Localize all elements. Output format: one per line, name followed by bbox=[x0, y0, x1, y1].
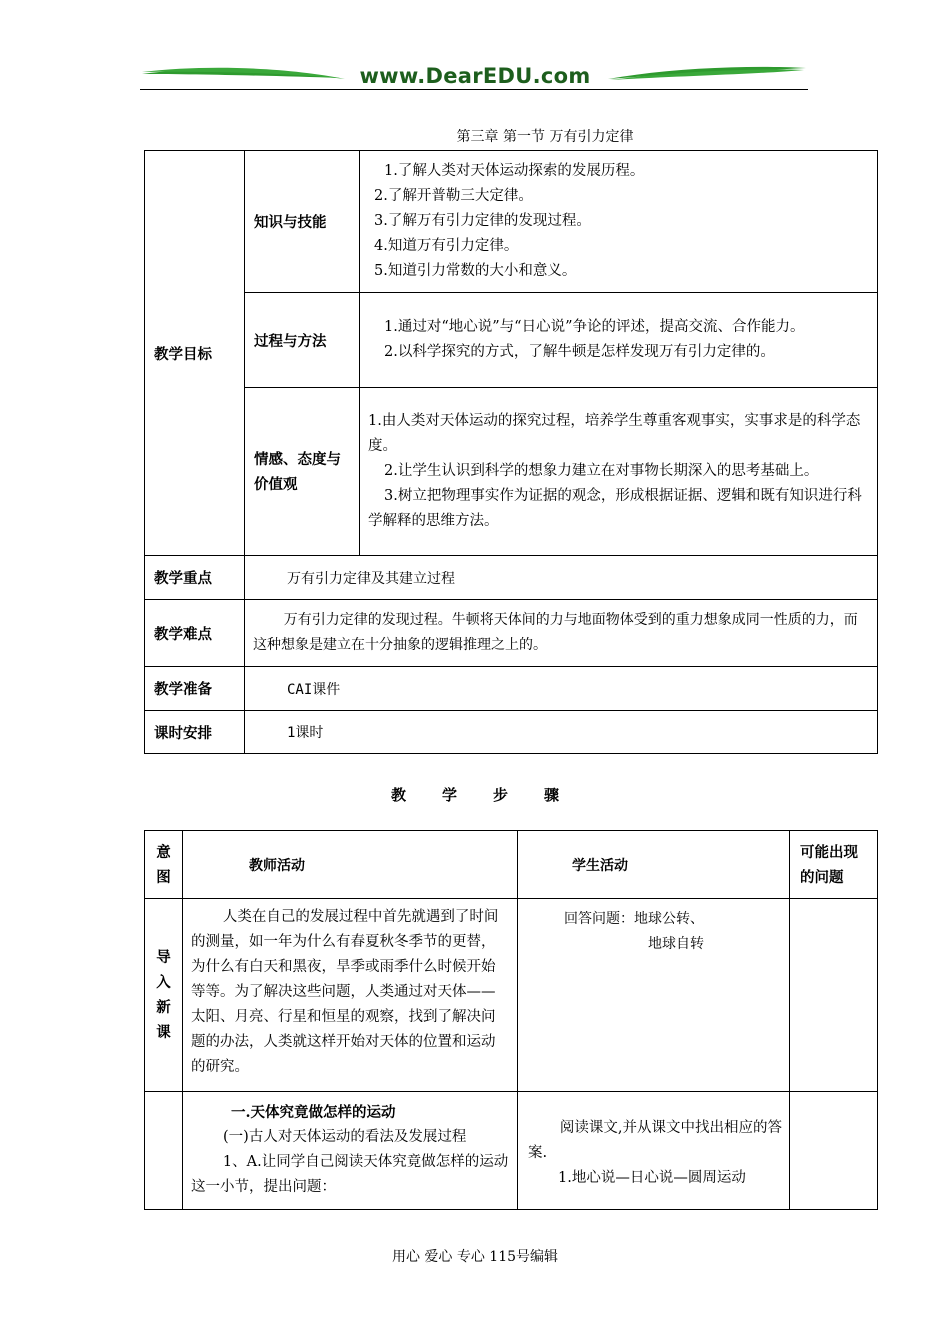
header-issues-line2: 的问题 bbox=[800, 868, 844, 886]
row2-teacher-text: 1、A.让同学自己阅读天体究竟做怎样的运动这一小节，提出问题： bbox=[191, 1154, 509, 1195]
list-item: 2.了解开普勒三大定律。 bbox=[374, 188, 533, 204]
header-logo bbox=[140, 62, 810, 96]
row2-teacher-heading: 一.天体究竟做怎样的运动 bbox=[231, 1104, 396, 1121]
row2-student bbox=[518, 1092, 790, 1210]
list-item: 2.让学生认识到科学的想象力建立在对事物长期深入的思考基础上。 bbox=[384, 463, 819, 479]
preparation-label: 教学准备 bbox=[145, 667, 245, 711]
header-intent-line1: 意 bbox=[156, 843, 171, 861]
schedule-label: 课时安排 bbox=[145, 711, 245, 754]
emotion-label-line2: 价值观 bbox=[254, 475, 298, 493]
row2-teacher bbox=[183, 1092, 518, 1210]
row2-student-line1: 阅读课文,并从课文中找出相应的答案. bbox=[528, 1120, 782, 1161]
header-student: 学生活动 bbox=[518, 831, 790, 899]
header-issues-line1: 可能出现 bbox=[800, 843, 858, 861]
preparation-value: CAI课件 bbox=[245, 667, 878, 711]
footer: 用心 爱心 专心 115号编辑 bbox=[391, 1249, 559, 1265]
header-teacher: 教师活动 bbox=[183, 831, 518, 899]
process-label: 过程与方法 bbox=[245, 293, 360, 388]
row2-intent bbox=[145, 1092, 183, 1210]
row1-intent-char: 课 bbox=[156, 1024, 171, 1041]
difficulty-value: 万有引力定律的发现过程。牛顿将天体间的力与地面物体受到的重力想象成同一性质的力，而这种想象是建立在十分抽象的逻辑推理之上的。 bbox=[245, 600, 878, 667]
list-item: 1.了解人类对天体运动探索的发展历程。 bbox=[384, 163, 645, 179]
knowledge-list bbox=[360, 151, 878, 293]
knowledge-label: 知识与技能 bbox=[245, 151, 360, 293]
list-item: 2.以科学探究的方式，了解牛顿是怎样发现万有引力定律的。 bbox=[384, 344, 775, 360]
row2-issues bbox=[790, 1092, 878, 1210]
header-intent-line2: 图 bbox=[156, 868, 171, 886]
list-item: 3.树立把物理事实作为证据的观念，形成根据证据、逻辑和既有知识进行科学解释的思维方法。 bbox=[368, 488, 862, 529]
row1-student bbox=[518, 899, 790, 1092]
row1-student-line2: 地球自转 bbox=[648, 936, 704, 952]
header-intent bbox=[145, 831, 183, 899]
page-title: 第三章 第一节 万有引力定律 bbox=[456, 129, 634, 145]
row1-issues bbox=[790, 899, 878, 1092]
row1-intent-char: 入 bbox=[156, 974, 171, 991]
list-item: 3.了解万有引力定律的发现过程。 bbox=[374, 213, 591, 229]
header-rule bbox=[140, 89, 808, 90]
list-item: 4.知道万有引力定律。 bbox=[374, 238, 519, 254]
process-list bbox=[360, 293, 878, 388]
row1-intent bbox=[145, 899, 183, 1092]
row2-student-line2: 1.地心说—日心说—圆周运动 bbox=[558, 1170, 746, 1186]
emotion-label-line1: 情感、态度与 bbox=[254, 450, 341, 468]
row1-intent-char: 导 bbox=[156, 949, 171, 966]
list-item: 1.由人类对天体运动的探究过程，培养学生尊重客观事实，实事求是的科学态度。 bbox=[368, 413, 861, 454]
row2-teacher-sub: (一)古人对天体运动的看法及发展过程 bbox=[223, 1129, 467, 1145]
schedule-value: 1课时 bbox=[245, 711, 878, 754]
row1-intent-char: 新 bbox=[156, 999, 171, 1016]
steps-table bbox=[144, 830, 878, 1210]
logo-text: www.DearEDU.com bbox=[359, 64, 591, 88]
objectives-table bbox=[144, 150, 878, 754]
emotion-label bbox=[245, 388, 360, 556]
emotion-list bbox=[360, 388, 878, 556]
row1-student-line1: 回答问题：地球公转、 bbox=[564, 911, 704, 927]
objectives-label: 教学目标 bbox=[145, 151, 245, 556]
difficulty-label: 教学难点 bbox=[145, 600, 245, 667]
list-item: 1.通过对“地心说”与“日心说”争论的评述，提高交流、合作能力。 bbox=[384, 319, 805, 335]
steps-title: 教学步骤 bbox=[390, 786, 595, 804]
header-issues bbox=[790, 831, 878, 899]
key-point-label: 教学重点 bbox=[145, 556, 245, 600]
key-point-value: 万有引力定律及其建立过程 bbox=[245, 556, 878, 600]
row1-teacher: 人类在自己的发展过程中首先就遇到了时间的测量，如一年为什么有春夏秋冬季节的更替，为什么有白天和黑夜，旱季或雨季什么时候开始等等。为了解决这些问题，人类通过对天体——太阳、月亮、行星和恒星的观察，找到了解决问题的办法，人类就这样开始对天体的位置和运动的研究。 bbox=[183, 899, 518, 1092]
list-item: 5.知道引力常数的大小和意义。 bbox=[374, 263, 577, 279]
